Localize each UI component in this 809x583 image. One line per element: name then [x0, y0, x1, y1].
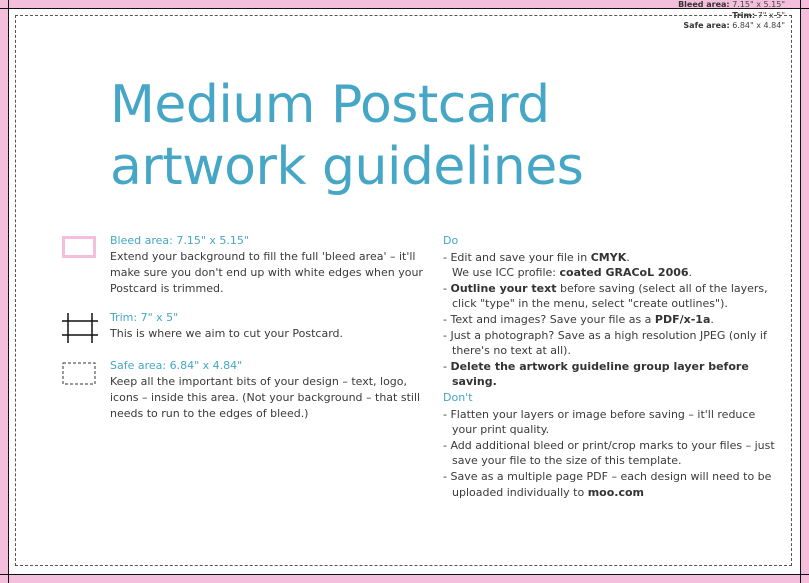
size-info-trim: Trim: 7" x 5"	[732, 10, 785, 20]
legend-safe-body: Keep all the important bits of your design – text, logo, icons – inside this area. (Not your background – that still needs to run to the edges of bleed.)	[110, 375, 421, 420]
do-item: We use ICC profile: coated GRACoL 2006.	[452, 266, 693, 280]
title-line-1: Medium Postcard	[110, 75, 550, 135]
safe-area-icon	[62, 362, 98, 386]
size-info	[678, 0, 785, 32]
bleed-area-icon	[62, 236, 98, 260]
legend-trim-body: This is where we aim to cut your Postcard.	[110, 327, 344, 340]
dont-item: - Save as a multiple page PDF – each design will need to be uploaded individually to moo.com	[443, 469, 772, 499]
legend-trim-heading: Trim: 7" x 5"	[110, 311, 179, 324]
page-title	[110, 74, 583, 198]
dont-heading: Don't	[443, 391, 473, 404]
legend-safe-heading: Safe area: 6.84" x 4.84"	[110, 359, 243, 372]
do-section	[443, 233, 783, 390]
do-item: - Outline your text before saving (select all of the layers, click "type" in the menu, select "create outlines").	[443, 281, 768, 311]
do-heading: Do	[443, 234, 459, 247]
title-line-2: artwork guidelines	[110, 137, 584, 197]
legend-bleed-heading: Bleed area: 7.15" x 5.15"	[110, 234, 249, 247]
dont-section	[443, 390, 783, 500]
do-item: - Text and images? Save your file as a PDF/x-1a.	[443, 312, 714, 326]
do-item: - Edit and save your file in CMYK.	[443, 250, 630, 264]
size-info-bleed: Bleed area: 7.15" x 5.15"	[678, 0, 785, 9]
legend-bleed-body: Extend your background to fill the full 'bleed area' – it'll make sure you don't end up with white edges when your Postcard is trimmed.	[110, 250, 423, 295]
trim-marks-icon	[62, 313, 98, 343]
do-item: - Just a photograph? Save as a high resolution JPEG (only if there's no text at all).	[443, 328, 767, 358]
dont-item: - Add additional bleed or print/crop marks to your files – just save your file to the size of this template.	[443, 438, 775, 468]
dont-item: - Flatten your layers or image before saving – it'll reduce your print quality.	[443, 407, 756, 437]
size-info-safe: Safe area: 6.84" x 4.84"	[683, 21, 785, 30]
trim-line-right	[800, 0, 801, 583]
trim-line-bottom	[0, 574, 809, 575]
trim-line-left	[8, 0, 9, 583]
do-item: - Delete the artwork guideline group layer before saving.	[443, 359, 749, 389]
